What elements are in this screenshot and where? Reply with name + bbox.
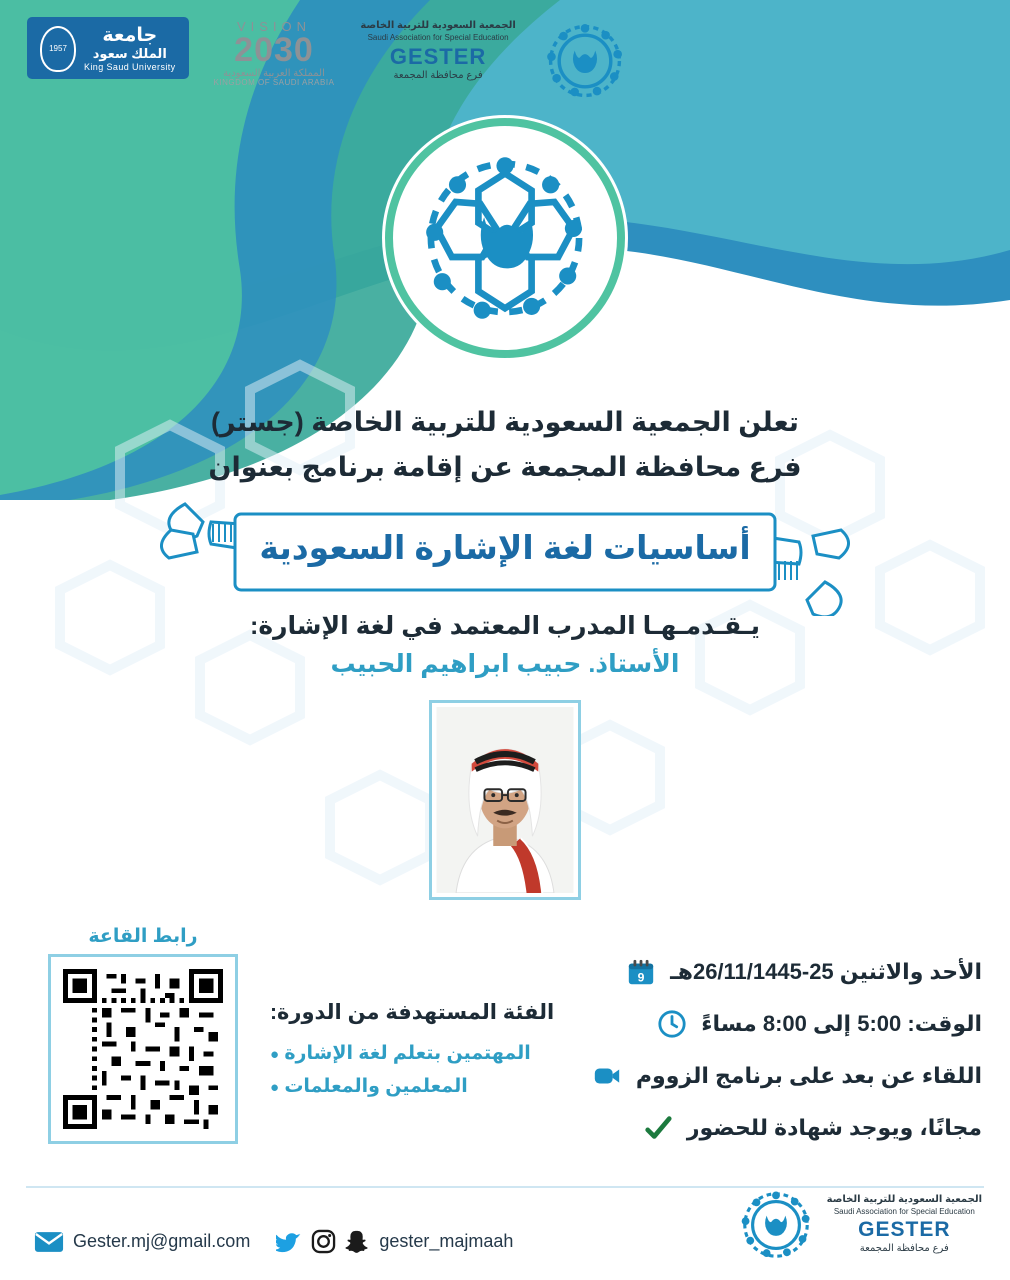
email-text: Gester.mj@gmail.com — [73, 1231, 251, 1251]
footer-brand-ar-title: الجمعية السعودية للتربية الخاصة — [826, 1194, 982, 1206]
vision-2030-logo — [214, 18, 335, 87]
footer-brand-name: GESTER — [858, 1217, 951, 1241]
presenter-intro: يـقـدمـهـا المدرب المعتمد في لغة الإشارة: — [250, 612, 760, 640]
ksu-logo — [28, 18, 188, 78]
footer-brand-branch: فرع محافظة المجمعة — [859, 1243, 949, 1255]
vision-number: 2030 — [234, 31, 314, 69]
event-details-list — [562, 955, 982, 1163]
detail-row-date — [562, 955, 982, 989]
bullet-dot-icon: ● — [270, 1079, 280, 1097]
main-emblem — [385, 118, 625, 358]
gester-name: GESTER — [389, 43, 487, 69]
program-title: أساسيات لغة الإشارة السعودية — [259, 528, 751, 566]
qr-corner-tr-icon — [224, 954, 238, 968]
gester-logo — [360, 18, 515, 83]
gester-hands-emblem-icon — [542, 18, 628, 104]
announcement-text — [0, 400, 1010, 489]
qr-label: رابط القاعة — [88, 926, 198, 947]
audience-item-2 — [270, 1070, 570, 1103]
presenter-portrait-illustration — [436, 707, 574, 893]
announcement-line-1: تعلن الجمعية السعودية للتربية الخاصة (جستر) — [211, 407, 799, 437]
social-handle-text: gester_majmaah — [379, 1231, 514, 1251]
presenter-name: الأستاذ. حبيب ابراهيم الحبيب — [330, 649, 680, 678]
vision-label: VISION — [236, 19, 312, 34]
check-mark-icon — [641, 1111, 675, 1145]
vision-en-label: KINGDOM OF SAUDI ARABIA — [213, 78, 335, 87]
bullet-dot-icon: ● — [270, 1046, 280, 1063]
detail-row-time — [562, 1007, 982, 1041]
footer-brand — [737, 1186, 982, 1264]
twitter-icon[interactable] — [276, 1231, 302, 1253]
audience-item-1 — [270, 1037, 570, 1070]
social-contact[interactable] — [276, 1229, 513, 1254]
qr-corner-tl-icon — [48, 954, 62, 968]
clock-icon — [655, 1007, 689, 1041]
announcement-line-2: فرع محافظة المجمعة عن إقامة برنامج بعنوان — [208, 451, 802, 482]
presenter-photo — [436, 707, 574, 893]
qr-frame[interactable] — [48, 954, 238, 1144]
audience-item-1-label: المهتمين بتعلم لغة الإشارة — [284, 1043, 531, 1064]
gester-branch: فرع محافظة المجمعة — [393, 70, 483, 81]
svg-text:9: 9 — [637, 970, 645, 985]
ribbon-banner — [125, 486, 885, 616]
qr-corner-bl-icon — [48, 1130, 62, 1144]
detail-date-text: الأحد والاثنين 25-26/11/1445هـ — [670, 959, 982, 984]
ksu-logo-ar-line1: جامعة — [102, 25, 158, 46]
audience-title: الفئة المستهدفة من الدورة: — [270, 1001, 555, 1024]
vision-ar-label: المملكة العربية السعودية — [223, 68, 325, 79]
instagram-icon[interactable] — [311, 1229, 336, 1254]
email-contact[interactable] — [34, 1230, 250, 1253]
footer-contacts — [34, 1229, 513, 1254]
calendar-icon — [624, 955, 658, 989]
gester-en-title: Saudi Association for Special Education — [367, 32, 509, 42]
envelope-icon — [34, 1230, 64, 1253]
footer-brand-en-title: Saudi Association for Special Education — [833, 1206, 975, 1216]
footer-gester-hands-emblem-icon — [737, 1186, 815, 1264]
detail-time-text: الوقت: 5:00 إلى 8:00 مساءً — [701, 1011, 982, 1036]
ksu-emblem-icon — [40, 26, 76, 72]
venue-link-qr-block[interactable] — [38, 925, 248, 1144]
target-audience-block — [270, 1000, 570, 1104]
footer — [0, 1182, 1010, 1272]
presenter-block — [0, 608, 1010, 683]
gester-ar-title: الجمعية السعودية للتربية الخاصة — [360, 20, 516, 31]
presenter-photo-frame — [429, 700, 581, 900]
hands-emblem-icon — [410, 143, 600, 333]
detail-row-fee — [562, 1111, 982, 1145]
detail-row-platform — [562, 1059, 982, 1093]
audience-item-2-label: المعلمين والمعلمات — [284, 1076, 468, 1098]
qr-code-icon[interactable] — [63, 969, 223, 1129]
video-camera-icon — [590, 1059, 624, 1093]
detail-platform-text: اللقاء عن بعد على برنامج الزووم — [635, 1063, 982, 1088]
header-logo-row — [0, 18, 1010, 128]
ksu-logo-en: King Saud University — [84, 61, 176, 72]
ksu-emblem-year: 1957 — [49, 44, 67, 54]
detail-fee-text: مجانًا، ويوجد شهادة للحضور — [686, 1115, 982, 1140]
qr-corner-br-icon — [224, 1130, 238, 1144]
ksu-logo-ar-line2: الملك سعود — [92, 45, 167, 61]
snapchat-icon[interactable] — [345, 1229, 370, 1254]
